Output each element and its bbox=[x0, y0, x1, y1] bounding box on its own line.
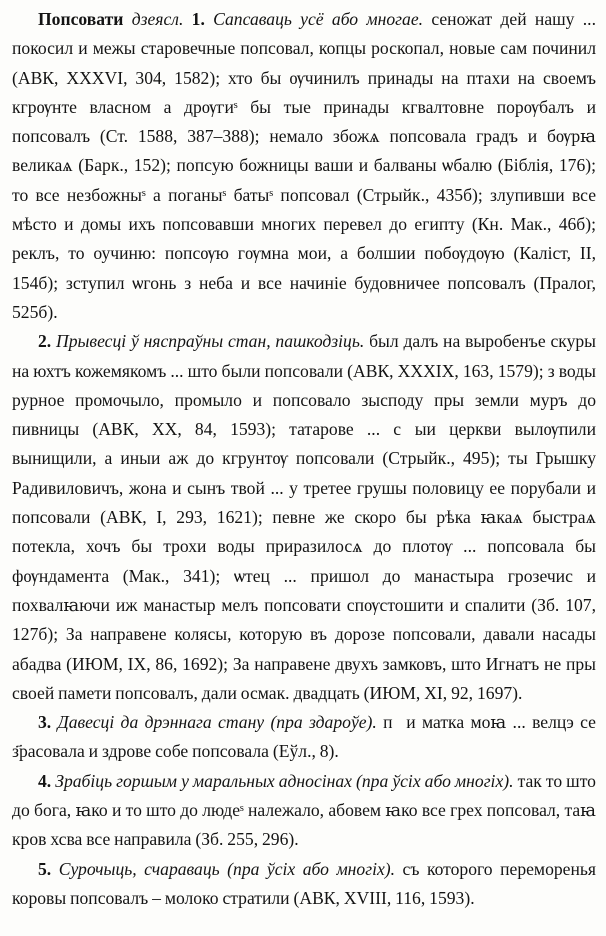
sense-2 bbox=[12, 327, 596, 708]
sense-number: 4. bbox=[38, 770, 52, 791]
sense-gloss: Зрабіць горшым у маральных адносінах (пра ўсіх або многіх). bbox=[55, 770, 514, 791]
sense-4 bbox=[12, 767, 596, 855]
sense-citations: так то што до бога, ꙗко и то што до людеˢ належало, абовем ꙗко все грех попсовал, таꙗ кров хсва все направила (Зб. 255, 296). bbox=[12, 770, 596, 850]
sense-number: 3. bbox=[38, 712, 52, 733]
sense-citations: был далъ на выробенъе скуры на юхтъ кожемякомъ ... што были попсовали (АВК, XXXIX, 163, 1579); з воды рурное промочыло, промыло и попсовало зысподу пры земли муръ до пивницы (АВК, XX, 84, 1593); татарове ... сⷮыи церкви вылѹпили вынищили, а иныи аж до кгрунтѹ попсовали (Стрыйк., 495); ты Грышку Радивиловичъ, жона и сынъ твой ... у третее грушы половицу ее порубали и попсовали (АВК, I, 293, 1621); певне же скоро бы рѣка ꙗкаѧ быстраѧ потекла, хочъ бы трохи воды приразилосѧ до плотѹ ... попсовала бы фѹндамента (Мак., 341); ѡтец ... пришол до манастыра грозечис и похвалꙗючи иж манастыр мелъ попсовати спѹстошити и спалити (Зб. 107, 127б); За направене колясы, которую въ дорозе попсовали, давали насады абадва (ИЮМ, IX, 86, 1692); За направене двухъ замковъ, што Игнатъ не пры своей памети попсовалъ, дали осмак. двадцать (ИЮМ, XI, 92, 1697). bbox=[12, 331, 596, 703]
part-of-speech: дзеясл. bbox=[131, 9, 184, 29]
sense-gloss: Сурочыць, счараваць (пра ўсіх або многіх). bbox=[58, 858, 396, 879]
sense-citations: пⷩи матка моꙗ ... велцэ се з҃расовала и здрове собе попсовала (Еўл., 8). bbox=[12, 712, 596, 762]
sense-5 bbox=[12, 855, 596, 914]
sense-gloss: Сапсаваць усё або многае. bbox=[213, 9, 424, 29]
sense-citations: съ которого переморенья коровы попсовалъ – молоко стратили (АВК, XVIII, 116, 1593). bbox=[12, 858, 597, 908]
sense-citations: сеножат дей нашу ... покосил и межы старовечные попсовал, копцы роскопал, новые сам починил (АВК, XXXVI, 304, 1582); хто бы ѹчинилъ принады на птахи на своемъ кгрѹнте власном а дрѹгиˢ бы тые принады кгвалтовне порѹбалъ и попсовалъ (Ст. 1588, 387–388); немало збожѧ попсовала градъ и бѹрꙗ великаѧ (Барк., 152); попсую божницы ваши и балваны ѡбалю (Біблія, 176); то все незбожныˢ а поганыˢ батыˢ попсовал (Стрыйк., 435б); злупивши все мѣсто и домы ихъ попсовавши многих перевел до египту (Кн. Мак., 46б); реклъ, то оучиню: попсѹю гѹмна мои, а болшии побѹдѹю (Каліст, II, 154б); зступил ѡгонь з неба и все начинie будовничее попсовалъ (Пралог, 525б). bbox=[12, 9, 596, 322]
sense-1 bbox=[12, 5, 596, 327]
sense-number: 5. bbox=[38, 858, 52, 879]
sense-number: 2. bbox=[38, 331, 52, 352]
sense-number: 1. bbox=[191, 9, 205, 29]
sense-gloss: Давесці да дрэннага стану (пра здароўе). bbox=[57, 712, 377, 733]
headword: Попсовати bbox=[38, 9, 124, 29]
sense-3 bbox=[12, 708, 596, 767]
sense-gloss: Прывесці ў няспраўны стан, пашкодзіць. bbox=[56, 331, 365, 352]
